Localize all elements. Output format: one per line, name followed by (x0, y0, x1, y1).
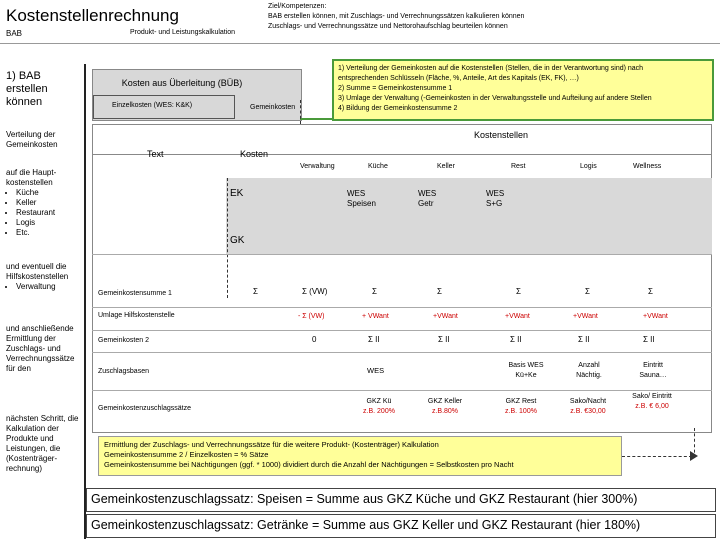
ermittlung-line: Ermittlung der Zuschlags- und Verrechnungssätze für die weitere Produkt- (Kostenträger) Kalkulation (104, 440, 439, 449)
bullet-item: • Etc. (16, 228, 84, 238)
verteilung-line: 4) Bildung der Gemeinkostensumme 2 (338, 105, 458, 112)
bueb-title: Kosten aus Überleitung (BÜB) (121, 78, 243, 88)
gks1-kosten: Σ (253, 287, 258, 296)
left-text-hilfs (6, 262, 84, 292)
ek-label: EK (230, 188, 244, 199)
gemeinkosten-label: Gemeinkosten (250, 104, 296, 111)
left-text-haupt-label: auf die Hauptkostenstellen (6, 168, 57, 187)
col-header-kueche: Küche (368, 163, 388, 170)
gkz-speisen: Gemeinkostenzuschlagssatz: Speisen = Summe aus GKZ Küche und GKZ Restaurant (hier 300%) (86, 488, 716, 512)
gk-label: GK (230, 235, 245, 246)
left-text-haupt (6, 168, 84, 238)
umlage-wellness: +VWant (643, 313, 668, 320)
verteilung-box (332, 59, 714, 121)
verteilung-line: entsprechenden Schlüsseln (Fläche, %, Anteile, Art des Kapitals (EK, FK), …) (338, 75, 579, 82)
bullet-item: • Keller (16, 198, 84, 208)
ziel-line: BAB erstellen können, mit Zuschlags- und Verrechnungssätzen kalkulieren können (268, 13, 525, 20)
ziel-kompetenzen (268, 2, 524, 32)
gks1-rest: Σ (516, 287, 521, 296)
dashed-divider (300, 100, 301, 124)
verteilung-line: 3) Umlage der Verwaltung (-Gemeinkosten in der Verwaltungsstelle und Aufteilung auf andere Stellen (338, 95, 652, 102)
umlage-verwaltung: - Σ (VW) (298, 313, 325, 320)
zs-kueche-top: GKZ Kü (366, 398, 392, 405)
umlage-kueche: + VWant (362, 313, 389, 320)
page-title: Kostenstellenrechnung (6, 6, 179, 25)
row-divider (92, 330, 712, 331)
ziel-line: Ziel/Kompetenzen: (268, 3, 327, 10)
basen-wellness: Eintritt Sauna… (639, 362, 667, 379)
row-divider (92, 352, 712, 353)
gkz-getraenke: Gemeinkostenzuschlagssatz: Getränke = Summe aus GKZ Keller und GKZ Restaurant (hier 180%) (86, 514, 716, 538)
zs-wellness-top: Sako/ Eintritt (632, 393, 672, 400)
gks2-rest: Σ II (510, 335, 522, 344)
einzelkosten-box: Einzelkosten (WES: K&K) (93, 95, 235, 119)
gks2-wellness: Σ II (643, 335, 655, 344)
col-header-rest: Rest (511, 163, 526, 170)
wes-speisen: WES Speisen (347, 189, 376, 208)
zs-kueche-bottom: z.B. 200% (363, 408, 395, 415)
col-header-kosten: Kosten (240, 149, 269, 159)
zs-keller-top: GKZ Keller (427, 398, 463, 405)
zs-kueche (356, 397, 402, 417)
bullet-item: • Restaurant (16, 208, 84, 218)
left-heading: 1) BAB erstellen können (6, 70, 48, 108)
dashed-divider (694, 428, 695, 458)
left-bullets-verwaltung (6, 282, 84, 292)
gks1-keller: Σ (437, 287, 442, 296)
row-divider (92, 390, 712, 391)
gks1-verwaltung: Σ (VW) (302, 287, 328, 296)
gks1-kueche: Σ (372, 287, 377, 296)
dashed-divider (227, 178, 228, 298)
row-label-gks2: Gemeinkosten 2 (98, 337, 149, 344)
gks2-kueche: Σ II (368, 335, 380, 344)
col-header-wellness: Wellness (633, 163, 662, 170)
bullet-item: • Verwaltung (16, 282, 84, 292)
col-header-keller: Keller (437, 163, 455, 170)
umlage-logis: +VWant (573, 313, 598, 320)
left-bullets (6, 188, 84, 238)
wes-sg: WES S+G (486, 189, 505, 208)
zs-rest-bottom: z.B. 100% (505, 408, 537, 415)
verteilung-line: 2) Summe = Gemeinkostensumme 1 (338, 85, 453, 92)
gks1-wellness: Σ (648, 287, 653, 296)
row-label-zuschlagssaetze: Gemeinkostenzuschlagssätze (98, 405, 191, 412)
zs-keller-bottom: z.B.80% (431, 408, 459, 415)
header-divider (0, 43, 720, 44)
bullet-item: • Küche (16, 188, 84, 198)
basen-logis: Anzahl Nächtig. (576, 362, 602, 379)
left-text-hilfs-label: und eventuell die Hilfskostenstellen (6, 262, 69, 281)
gks2-keller: Σ II (438, 335, 450, 344)
subtitle-bab: BAB (6, 29, 23, 38)
basen-kueke: Basis WES Kü+Ke (508, 362, 544, 379)
zs-logis-bottom: z.B. €30,00 (570, 408, 606, 415)
bullet-item: • Logis (16, 218, 84, 228)
gks2-logis: Σ II (578, 335, 590, 344)
basen-wes: WES (367, 366, 385, 375)
ermittlung-box (98, 436, 622, 476)
col-header-logis: Logis (580, 163, 597, 170)
row-divider (92, 254, 712, 255)
zs-rest (493, 397, 549, 417)
subtitle-produkt: Produkt- und Leistungskalkulation (130, 29, 236, 36)
ermittlung-line: Gemeinkostensumme bei Nächtigungen (ggf. * 1000) dividiert durch die Anzahl der Nächtigungen = Selbstkosten pro Nacht (104, 460, 514, 469)
ermittlung-line: Gemeinkostensumme 2 / Einzelkosten = % Sätze (104, 450, 269, 459)
umlage-rest: +VWant (505, 313, 530, 320)
gks1-logis: Σ (585, 287, 590, 296)
row-label-basen: Zuschlagsbasen (98, 368, 149, 375)
row-label-gks1: Gemeinkostensumme 1 (98, 290, 172, 297)
ziel-line: Zuschlags- und Verrechnungssätze und Nettorohaufschlag beurteilen können (268, 23, 508, 30)
kostenstellen-header (92, 124, 712, 155)
zs-rest-top: GKZ Rest (505, 398, 537, 405)
umlage-keller: +VWant (433, 313, 458, 320)
dashed-arrow (622, 456, 692, 457)
col-header-text: Text (147, 149, 164, 159)
zs-wellness (624, 392, 680, 412)
left-text-naechster: nächsten Schritt, die Kalkulation der Produkte und Leistungen, die (Kostenträgerrechnung) (6, 414, 79, 473)
left-text-ermittlung: und anschließende Ermittlung der Zuschlags- und Verrechnungssätze für den (6, 324, 75, 373)
verteilung-line: 1) Verteilung der Gemeinkosten auf die Kostenstellen (Stellen, die in der Verantwortung sind) nach (338, 65, 644, 72)
zs-logis-top: Sako/Nacht (569, 398, 607, 405)
green-connector (300, 118, 334, 120)
zs-wellness-bottom: z.B. € 6,00 (635, 403, 669, 410)
gks2-verwaltung: 0 (312, 335, 317, 344)
kostenstellen-title: Kostenstellen (474, 130, 529, 140)
ek-gk-band (226, 178, 712, 254)
wes-getr: WES Getr (418, 189, 437, 208)
col-header-verwaltung: Verwaltung (300, 163, 335, 170)
zs-keller (420, 397, 470, 417)
zs-logis (560, 397, 616, 417)
row-label-umlage: Umlage Hilfskostenstelle (98, 312, 175, 319)
left-text-verteilung: Verteilung der Gemeinkosten (6, 130, 58, 149)
row-divider (92, 307, 712, 308)
